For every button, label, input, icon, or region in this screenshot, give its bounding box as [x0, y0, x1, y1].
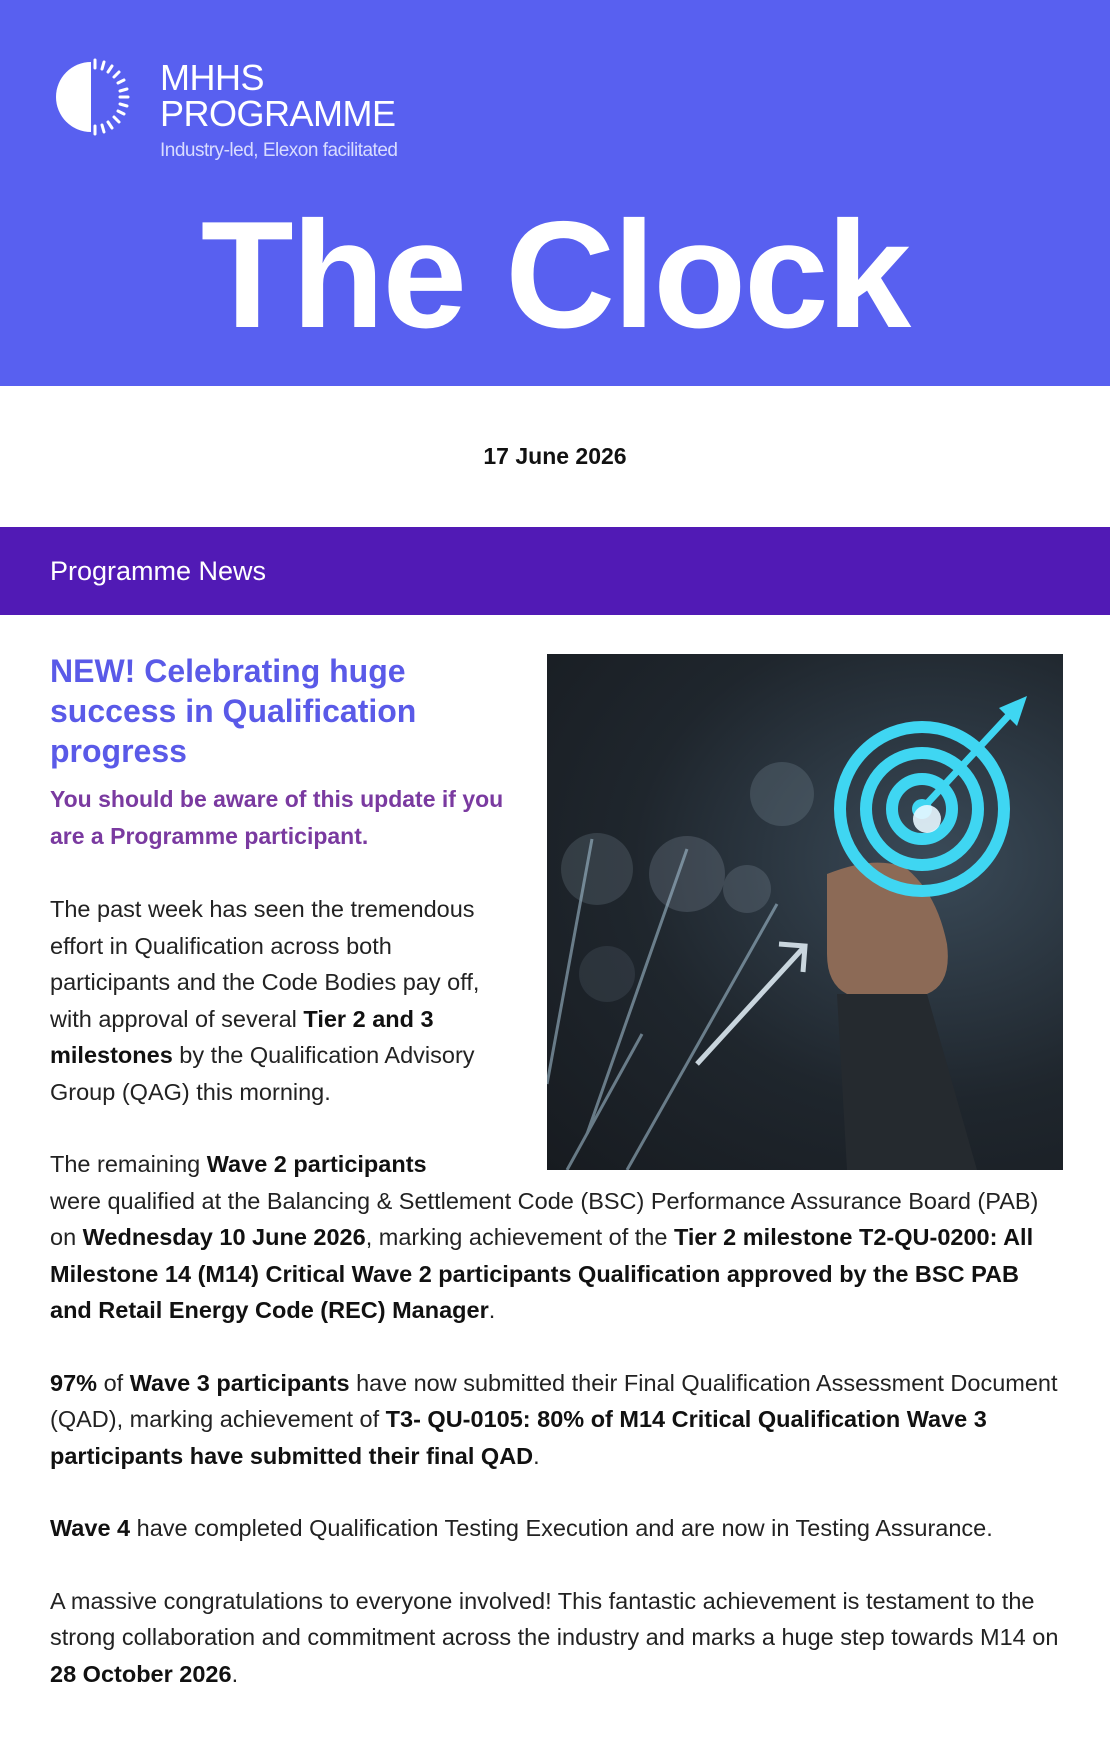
paragraph-1 — [50, 891, 510, 1110]
paragraph-1-text-a: The past week has seen the tremendous effort in Qualification across both participants and the Code Bodies pay off, with approval of several — [50, 896, 480, 1032]
paragraph-3-text-b: of — [97, 1369, 130, 1396]
paragraph-4 — [50, 1510, 1062, 1547]
paragraph-3-text-f: . — [533, 1442, 540, 1469]
section-heading-programme-news: Programme News — [0, 527, 1110, 615]
paragraph-3-text-d: have now submitted their Final Qualification Assessment Document (QAD), marking achievement of — [50, 1369, 1058, 1432]
paragraph-4-text-b: have completed Qualification Testing Execution and are now in Testing Assurance. — [130, 1515, 993, 1541]
paragraph-1-bold: Tier 2 and 3 milestones — [50, 1005, 434, 1068]
issue-date: 17 June 2026 — [483, 443, 627, 469]
paragraph-2-text-c: were qualified at the Balancing & Settlement Code (BSC) Performance Assurance Board (PAB) on — [50, 1187, 1039, 1250]
programme-name — [160, 57, 396, 134]
target-illustration — [547, 654, 1063, 1170]
logo-tagline: Industry-led, Elexon facilitated — [160, 140, 398, 161]
news-article — [0, 615, 1110, 1692]
paragraph-3-bold-milestone: T3- QU-0105: 80% of M14 Critical Qualification Wave 3 participants have submitted their final QAD — [50, 1406, 987, 1469]
paragraph-4-bold-wave4: Wave 4 — [50, 1515, 131, 1541]
paragraph-5 — [50, 1583, 1062, 1693]
paragraph-2-bold-wave2: Wave 2 participants — [206, 1151, 427, 1177]
paragraph-2-bold-milestone: Tier 2 milestone T2-QU-0200: All Milestone 14 (M14) Critical Wave 2 participants Qualification approved by the BSC PAB and Retail Energy Code (REC) Manager — [50, 1224, 1034, 1323]
paragraph-3 — [50, 1365, 1062, 1475]
paragraph-2-bold-date: Wednesday 10 June 2026 — [82, 1224, 366, 1250]
programme-logo-icon — [48, 54, 134, 140]
paragraph-2-text-a: The remaining — [50, 1151, 207, 1177]
paragraph-2 — [50, 1146, 1062, 1329]
article-subhead: You should be aware of this update if you are a Programme participant. — [50, 786, 504, 849]
logo-line-1: MHHS — [160, 57, 264, 98]
paragraph-2-first-line — [50, 1146, 510, 1183]
paragraph-5-bold-date: 28 October 2026 — [50, 1660, 232, 1687]
paragraph-5-text-c: . — [231, 1660, 239, 1687]
newsletter-title: The Clock — [200, 190, 910, 360]
logo-line-2: PROGRAMME — [160, 93, 396, 134]
paragraph-1-text-c: by the Qualification Advisory Group (QAG) this morning. — [50, 1042, 475, 1105]
paragraph-3-bold-percent: 97% — [50, 1369, 98, 1396]
paragraph-3-bold-wave3: Wave 3 participants — [129, 1369, 350, 1396]
paragraph-2-text-g: . — [488, 1297, 496, 1323]
article-headline: NEW! Celebrating huge success in Qualification progress — [50, 653, 417, 769]
newsletter-header — [0, 0, 1110, 386]
paragraph-5-text-a: A massive congratulations to everyone involved! This fantastic achievement is testament to the strong collaboration and commitment across the industry and marks a huge step towards M14 on — [50, 1587, 1059, 1650]
paragraph-2-text-e: , marking achievement of the — [365, 1224, 674, 1250]
target-arrow-image — [547, 654, 1063, 1170]
